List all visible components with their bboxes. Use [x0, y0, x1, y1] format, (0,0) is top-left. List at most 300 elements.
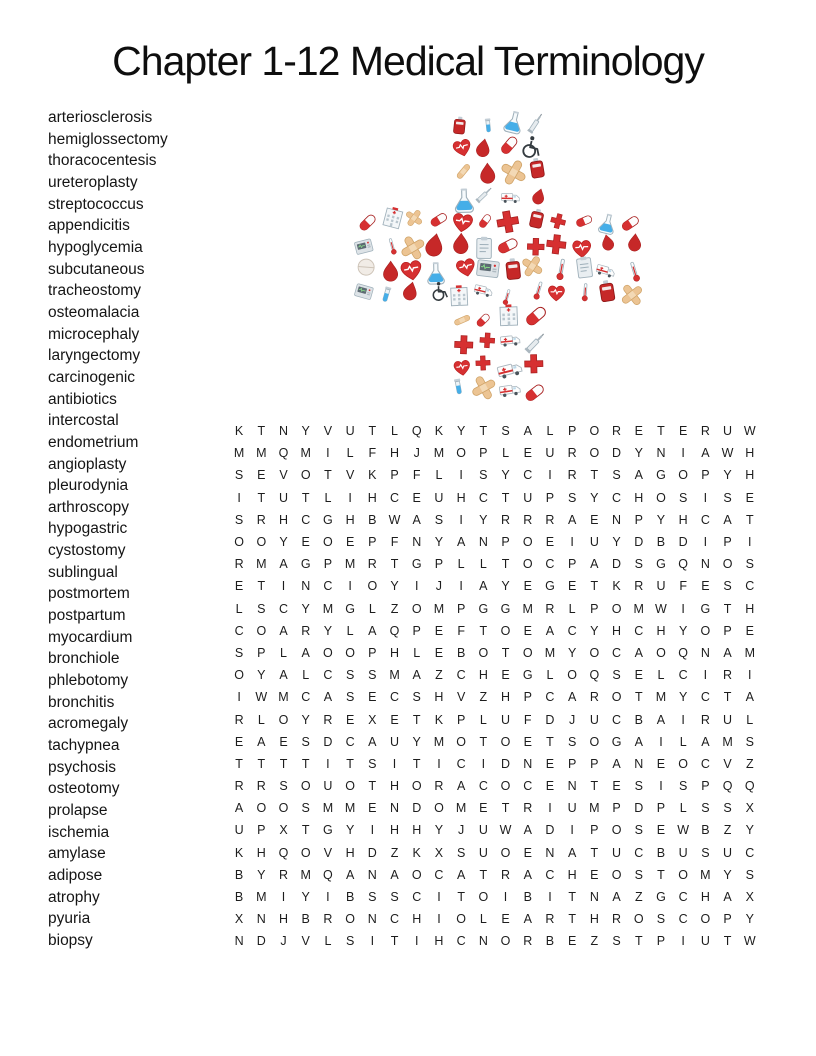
grid-letter: Y — [590, 623, 599, 638]
grid-letter: I — [503, 890, 508, 905]
grid-letter: Q — [323, 867, 333, 882]
grid-letter: A — [656, 712, 666, 727]
grid-letter: D — [256, 934, 266, 949]
grid-letter: O — [300, 779, 311, 794]
word-list-item: appendicitis — [48, 217, 130, 235]
grid-letter: O — [234, 668, 244, 683]
grid-letter: I — [681, 601, 685, 616]
grid-letter: I — [437, 890, 441, 905]
grid-letter: A — [456, 779, 466, 794]
grid-letter: T — [723, 934, 732, 949]
grid-letter: D — [501, 756, 511, 771]
grid-letter: E — [368, 690, 377, 705]
grid-letter: A — [257, 734, 266, 749]
grid-letter: D — [545, 823, 555, 838]
grid-letter: Q — [589, 668, 600, 683]
grid-letter: P — [656, 801, 666, 816]
grid-letter: R — [545, 601, 555, 616]
grid-letter: L — [435, 468, 443, 483]
grid-letter: L — [679, 801, 687, 816]
grid-letter: G — [345, 601, 355, 616]
grid-letter: Y — [745, 912, 754, 927]
grid-letter: R — [256, 779, 266, 794]
grid-letter: A — [323, 690, 333, 705]
word-list-item: osteotomy — [48, 780, 120, 798]
grid-letter: Y — [390, 579, 399, 594]
grid-letter: T — [412, 712, 421, 727]
blood-drop-icon — [469, 134, 497, 162]
grid-letter: Y — [678, 623, 688, 638]
grid-letter: I — [348, 490, 352, 505]
grid-letter: E — [634, 668, 643, 683]
grid-letter: A — [523, 912, 532, 927]
grid-letter: O — [500, 623, 511, 638]
grid-letter: K — [412, 845, 421, 860]
grid-letter: L — [346, 446, 354, 461]
grid-letter: I — [348, 579, 352, 594]
grid-letter: Z — [390, 845, 399, 860]
grid-letter: O — [656, 490, 666, 505]
grid-letter: P — [634, 512, 643, 527]
grid-letter: K — [234, 845, 244, 860]
grid-letter: A — [412, 512, 421, 527]
grid-letter: E — [368, 801, 377, 816]
grid-letter: U — [345, 424, 355, 439]
grid-letter: M — [633, 601, 644, 616]
grid-letter: X — [434, 845, 444, 860]
grid-letter: X — [745, 890, 754, 905]
grid-letter: Y — [301, 712, 310, 727]
grid-letter: L — [391, 424, 398, 439]
blood-bag-icon — [521, 153, 554, 186]
grid-letter: A — [723, 890, 732, 905]
grid-letter: A — [456, 867, 466, 882]
grid-letter: X — [279, 823, 288, 838]
grid-letter: R — [700, 712, 710, 727]
grid-letter: Y — [301, 601, 310, 616]
grid-letter: Q — [678, 557, 689, 572]
grid-letter: M — [256, 557, 267, 572]
grid-letter: B — [634, 712, 643, 727]
grid-letter: V — [301, 934, 310, 949]
grid-letter: Z — [479, 690, 488, 705]
grid-letter: L — [546, 424, 554, 439]
grid-letter: I — [237, 690, 241, 705]
grid-letter: W — [677, 823, 690, 838]
grid-letter: L — [257, 712, 265, 727]
grid-letter: R — [523, 801, 533, 816]
grid-letter: L — [324, 934, 332, 949]
grid-letter: S — [634, 867, 643, 882]
grid-letter: E — [234, 734, 244, 749]
grid-letter: X — [745, 801, 754, 816]
grid-letter: U — [723, 845, 733, 860]
word-list-item: postpartum — [48, 607, 126, 625]
grid-letter: M — [233, 446, 245, 461]
grid-letter: B — [234, 890, 244, 905]
grid-letter: A — [723, 645, 732, 660]
grid-letter: F — [368, 446, 377, 461]
grid-letter: T — [479, 623, 488, 638]
grid-letter: O — [567, 668, 578, 683]
grid-letter: P — [567, 557, 577, 572]
grid-letter: I — [548, 468, 552, 483]
grid-letter: P — [723, 535, 732, 550]
blood-drop-icon — [396, 276, 426, 306]
grid-letter: A — [745, 690, 754, 705]
grid-letter: P — [723, 912, 732, 927]
grid-letter: R — [567, 468, 577, 483]
grid-letter: H — [278, 512, 289, 527]
grid-letter: G — [611, 734, 622, 749]
word-list-item: osteomalacia — [48, 303, 140, 321]
grid-letter: B — [701, 823, 710, 838]
ambulance-icon — [471, 278, 496, 303]
grid-letter: T — [501, 801, 510, 816]
grid-letter: C — [700, 756, 710, 771]
grid-letter: R — [256, 512, 266, 527]
grid-letter: S — [612, 668, 621, 683]
grid-letter: O — [589, 645, 600, 660]
grid-letter: P — [545, 490, 555, 505]
grid-letter: A — [345, 867, 355, 882]
grid-letter: A — [701, 446, 710, 461]
grid-letter: N — [545, 845, 555, 860]
grid-letter: N — [367, 912, 377, 927]
grid-letter: S — [723, 579, 732, 594]
grid-letter: M — [433, 446, 445, 461]
grid-letter: N — [367, 867, 377, 882]
grid-letter: Q — [278, 446, 289, 461]
grid-letter: N — [567, 779, 577, 794]
grid-letter: O — [611, 690, 622, 705]
grid-letter: L — [479, 712, 487, 727]
grid-letter: E — [612, 779, 621, 794]
grid-letter: I — [414, 934, 419, 949]
grid-letter: U — [545, 446, 555, 461]
grid-letter: O — [678, 867, 689, 882]
grid-letter: S — [745, 557, 754, 572]
capsule-icon — [472, 309, 495, 332]
grid-letter: R — [545, 912, 555, 927]
grid-letter: O — [278, 712, 289, 727]
grid-letter: I — [326, 446, 330, 461]
grid-letter: R — [700, 424, 710, 439]
grid-letter: T — [368, 424, 377, 439]
grid-letter: O — [700, 623, 711, 638]
grid-letter: O — [611, 867, 622, 882]
grid-letter: G — [545, 579, 555, 594]
grid-letter: L — [368, 601, 376, 616]
grid-letter: L — [746, 712, 754, 727]
grid-letter: P — [456, 601, 466, 616]
grid-letter: M — [300, 867, 311, 882]
grid-letter: T — [590, 579, 599, 594]
grid-letter: T — [301, 490, 310, 505]
grid-letter: A — [634, 734, 643, 749]
grid-letter: T — [657, 867, 665, 882]
grid-letter: I — [548, 890, 552, 905]
grid-letter: T — [479, 424, 488, 439]
grid-letter: O — [633, 912, 644, 927]
grid-letter: U — [323, 779, 333, 794]
grid-letter: I — [370, 934, 375, 949]
grid-letter: R — [434, 779, 444, 794]
grid-letter: P — [257, 823, 266, 838]
grid-letter: I — [681, 712, 685, 727]
grid-letter: L — [479, 912, 487, 927]
grid-letter: W — [255, 690, 268, 705]
grid-letter: R — [323, 712, 333, 727]
grid-letter: C — [634, 845, 644, 860]
grid-letter: C — [700, 690, 710, 705]
grid-letter: E — [434, 623, 444, 638]
grid-letter: S — [368, 890, 377, 905]
grid-letter: T — [257, 490, 266, 505]
grid-letter: E — [523, 446, 532, 461]
grid-letter: T — [568, 890, 576, 905]
grid-letter: O — [256, 535, 267, 550]
grid-letter: H — [478, 668, 488, 683]
grid-letter: W — [721, 446, 734, 461]
grid-letter: Y — [634, 446, 643, 461]
grid-letter: E — [301, 535, 310, 550]
grid-letter: C — [612, 712, 622, 727]
grid-letter: V — [323, 424, 333, 439]
grid-letter: M — [433, 734, 445, 749]
blood-drop-icon — [595, 230, 621, 256]
grid-letter: G — [323, 823, 333, 838]
word-list — [48, 107, 168, 952]
word-list-item: amylase — [48, 845, 106, 863]
grid-letter: T — [479, 734, 488, 749]
grid-letter: Y — [612, 535, 621, 550]
word-list-item: microcephaly — [48, 325, 140, 343]
grid-letter: S — [479, 468, 488, 483]
grid-row — [228, 819, 761, 841]
grid-letter: L — [302, 668, 310, 683]
word-list-item: myocardium — [48, 628, 133, 646]
grid-letter: R — [234, 779, 244, 794]
grid-letter: O — [456, 912, 466, 927]
word-list-item: atrophy — [48, 888, 100, 906]
grid-letter: O — [256, 801, 267, 816]
grid-letter: B — [301, 912, 310, 927]
grid-letter: Q — [744, 779, 755, 794]
grid-letter: E — [656, 823, 666, 838]
grid-row — [228, 864, 761, 886]
grid-letter: E — [501, 668, 510, 683]
grid-letter: D — [545, 712, 555, 727]
grid-letter: O — [478, 645, 489, 660]
grid-letter: Q — [678, 645, 689, 660]
grid-letter: I — [570, 823, 574, 838]
grid-letter: N — [234, 934, 244, 949]
grid-letter: M — [256, 890, 267, 905]
grid-letter: O — [411, 867, 422, 882]
grid-letter: H — [434, 690, 444, 705]
grid-row — [228, 797, 761, 819]
grid-letter: I — [281, 579, 286, 594]
grid-letter: J — [569, 712, 576, 727]
word-list-item: postmortem — [48, 585, 130, 603]
grid-letter: A — [279, 668, 288, 683]
grid-letter: A — [567, 690, 577, 705]
grid-letter: S — [234, 512, 244, 527]
grid-letter: C — [434, 867, 444, 882]
grid-letter: N — [700, 557, 710, 572]
grid-letter: Q — [411, 424, 422, 439]
grid-letter: H — [634, 490, 644, 505]
grid-letter: M — [744, 645, 755, 660]
grid-letter: S — [612, 934, 621, 949]
grid-letter: C — [523, 468, 533, 483]
grid-letter: N — [278, 424, 289, 439]
grid-letter: E — [523, 579, 532, 594]
grid-letter: I — [659, 734, 663, 749]
grid-letter: H — [745, 446, 755, 461]
grid-letter: I — [437, 756, 441, 771]
grid-letter: L — [679, 734, 687, 749]
grid-letter: I — [748, 668, 752, 683]
grid-letter: E — [745, 490, 754, 505]
grid-letter: O — [589, 446, 600, 461]
grid-letter: R — [367, 557, 377, 572]
grid-letter: W — [499, 823, 512, 838]
grid-letter: V — [723, 756, 732, 771]
grid-letter: T — [279, 756, 288, 771]
grid-letter: S — [368, 668, 377, 683]
grid-letter: P — [479, 446, 488, 461]
grid-letter: Y — [567, 645, 577, 660]
grid-letter: C — [478, 779, 488, 794]
grid-letter: F — [679, 579, 687, 594]
grid-row — [228, 908, 761, 930]
grid-letter: M — [522, 601, 533, 616]
grid-letter: A — [368, 734, 377, 749]
word-list-item: streptococcus — [48, 195, 144, 213]
grid-letter: H — [678, 512, 688, 527]
red-cross-icon — [477, 329, 499, 351]
grid-letter: U — [234, 823, 244, 838]
word-list-item: adipose — [48, 866, 103, 884]
grid-letter: C — [678, 668, 688, 683]
grid-letter: S — [390, 890, 399, 905]
grid-letter: R — [278, 867, 289, 882]
grid-letter: V — [345, 468, 355, 483]
grid-letter: T — [257, 756, 266, 771]
grid-letter: Y — [279, 535, 288, 550]
grid-letter: U — [589, 535, 599, 550]
grid-letter: T — [634, 934, 643, 949]
grid-letter: Y — [434, 823, 444, 838]
grid-row — [228, 753, 761, 775]
grid-letter: S — [368, 756, 377, 771]
grid-letter: M — [455, 801, 467, 816]
grid-letter: R — [634, 579, 644, 594]
grid-letter: E — [590, 512, 599, 527]
grid-letter: N — [589, 890, 599, 905]
grid-row — [228, 930, 761, 952]
grid-letter: L — [413, 645, 421, 660]
grid-letter: H — [700, 890, 710, 905]
grid-letter: Y — [323, 623, 333, 638]
grid-letter: R — [723, 668, 733, 683]
grid-letter: T — [590, 468, 599, 483]
word-list-item: sublingual — [48, 563, 118, 581]
grid-letter: C — [234, 623, 244, 638]
grid-letter: S — [701, 845, 710, 860]
bandage-icon — [450, 308, 474, 332]
grid-letter: W — [743, 424, 756, 439]
grid-letter: I — [370, 823, 375, 838]
grid-letter: T — [634, 690, 643, 705]
grid-letter: B — [345, 890, 355, 905]
grid-letter: N — [412, 535, 422, 550]
grid-letter: O — [367, 579, 378, 594]
grid-letter: I — [703, 668, 708, 683]
grid-letter: C — [390, 490, 400, 505]
grid-letter: C — [567, 623, 577, 638]
grid-letter: S — [257, 601, 266, 616]
word-list-item: tracheostomy — [48, 282, 142, 300]
grid-letter: P — [257, 645, 266, 660]
grid-letter: A — [301, 645, 310, 660]
word-list-item: arthroscopy — [48, 498, 129, 516]
grid-letter: T — [257, 579, 266, 594]
grid-letter: C — [412, 890, 422, 905]
grid-letter: C — [612, 645, 622, 660]
grid-letter: S — [345, 934, 355, 949]
grid-letter: O — [345, 645, 355, 660]
grid-letter: I — [392, 756, 397, 771]
word-list-item: subcutaneous — [48, 260, 145, 278]
grid-letter: C — [301, 690, 311, 705]
grid-letter: P — [323, 557, 333, 572]
word-list-item: arteriosclerosis — [48, 109, 153, 126]
grid-row — [228, 487, 761, 509]
grid-letter: C — [545, 557, 555, 572]
grid-letter: T — [457, 890, 465, 905]
grid-letter: I — [326, 890, 330, 905]
grid-letter: N — [478, 934, 488, 949]
grid-row — [228, 664, 761, 686]
grid-letter: M — [278, 690, 289, 705]
word-list-item: carcinogenic — [48, 368, 136, 386]
grid-letter: O — [522, 645, 533, 660]
grid-letter: H — [612, 623, 622, 638]
grid-letter: N — [634, 756, 644, 771]
grid-letter: Y — [257, 867, 266, 882]
page-title: Chapter 1-12 Medical Terminology — [112, 38, 704, 84]
grid-letter: L — [479, 557, 487, 572]
grid-letter: E — [545, 779, 555, 794]
grid-letter: P — [412, 623, 421, 638]
grid-letter: B — [545, 934, 555, 949]
red-cross-icon — [521, 351, 547, 377]
grid-letter: P — [590, 823, 599, 838]
grid-letter: S — [678, 779, 688, 794]
letter-grid — [228, 420, 761, 953]
grid-row — [228, 620, 761, 642]
grid-letter: U — [501, 712, 511, 727]
grid-letter: C — [456, 934, 466, 949]
grid-letter: V — [456, 690, 466, 705]
grid-letter: O — [323, 535, 333, 550]
grid-row — [228, 708, 761, 730]
grid-row — [228, 553, 761, 575]
grid-letter: O — [411, 779, 422, 794]
